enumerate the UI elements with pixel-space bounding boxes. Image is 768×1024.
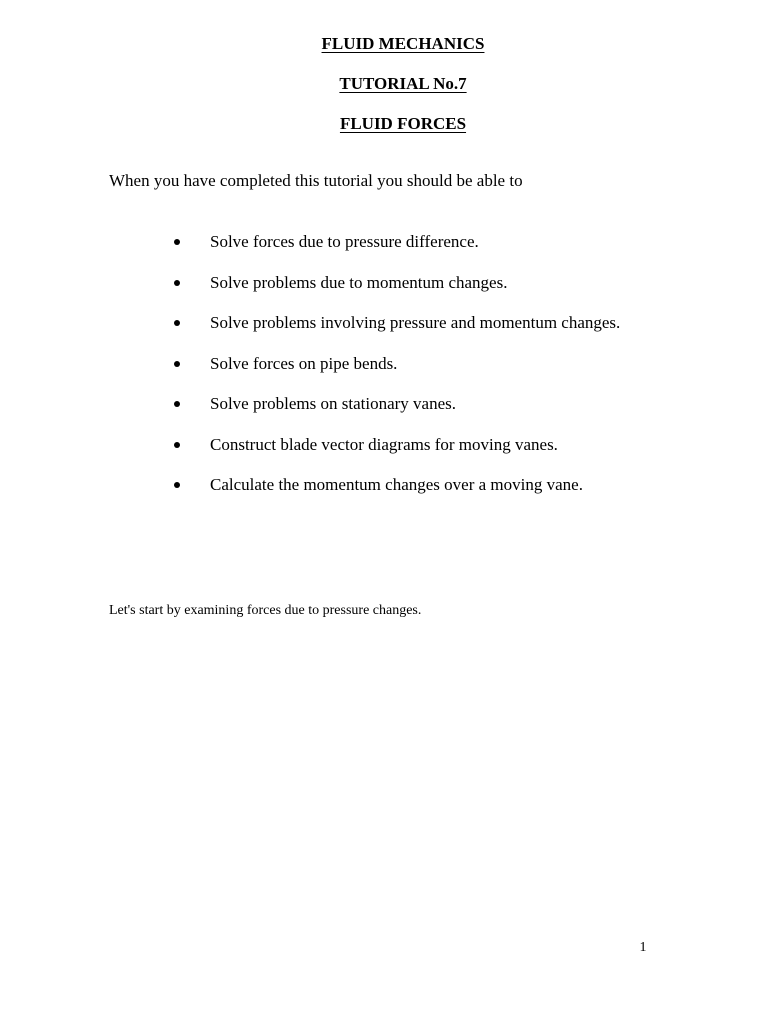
document-title: FLUID MECHANICS — [321, 34, 485, 53]
objectives-list — [0, 232, 768, 516]
objective-text: Solve problems due to momentum changes. — [210, 272, 508, 292]
intro-text: When you have completed this tutorial you should be able to — [109, 171, 523, 190]
bullet-icon — [174, 280, 180, 286]
objective-text: Solve problems involving pressure and momentum changes. — [210, 313, 621, 332]
objective-item — [0, 394, 768, 435]
objective-item — [0, 273, 768, 314]
bullet-icon — [174, 401, 180, 407]
tutorial-subject: FLUID FORCES — [339, 114, 467, 133]
bullet-icon — [174, 482, 180, 488]
objective-item — [0, 475, 768, 516]
objective-item — [0, 232, 768, 273]
objective-text: Solve problems on stationary vanes. — [210, 394, 456, 413]
objective-text: Calculate the momentum changes over a moving vane. — [210, 475, 583, 494]
objective-item — [0, 354, 768, 395]
page-number: 1 — [639, 940, 647, 955]
tutorial-number: TUTORIAL No.7 — [339, 74, 467, 93]
objective-text: Construct blade vector diagrams for moving vanes. — [210, 434, 558, 454]
bullet-icon — [174, 320, 180, 326]
objective-item — [0, 313, 768, 354]
bullet-icon — [174, 442, 180, 448]
objective-text: Solve forces due to pressure difference. — [210, 232, 479, 251]
closing-text: Let's start by examining forces due to pressure changes. — [109, 603, 422, 618]
bullet-icon — [174, 239, 180, 245]
bullet-icon — [174, 361, 180, 367]
objective-item — [0, 435, 768, 476]
objective-text: Solve forces on pipe bends. — [210, 353, 398, 373]
